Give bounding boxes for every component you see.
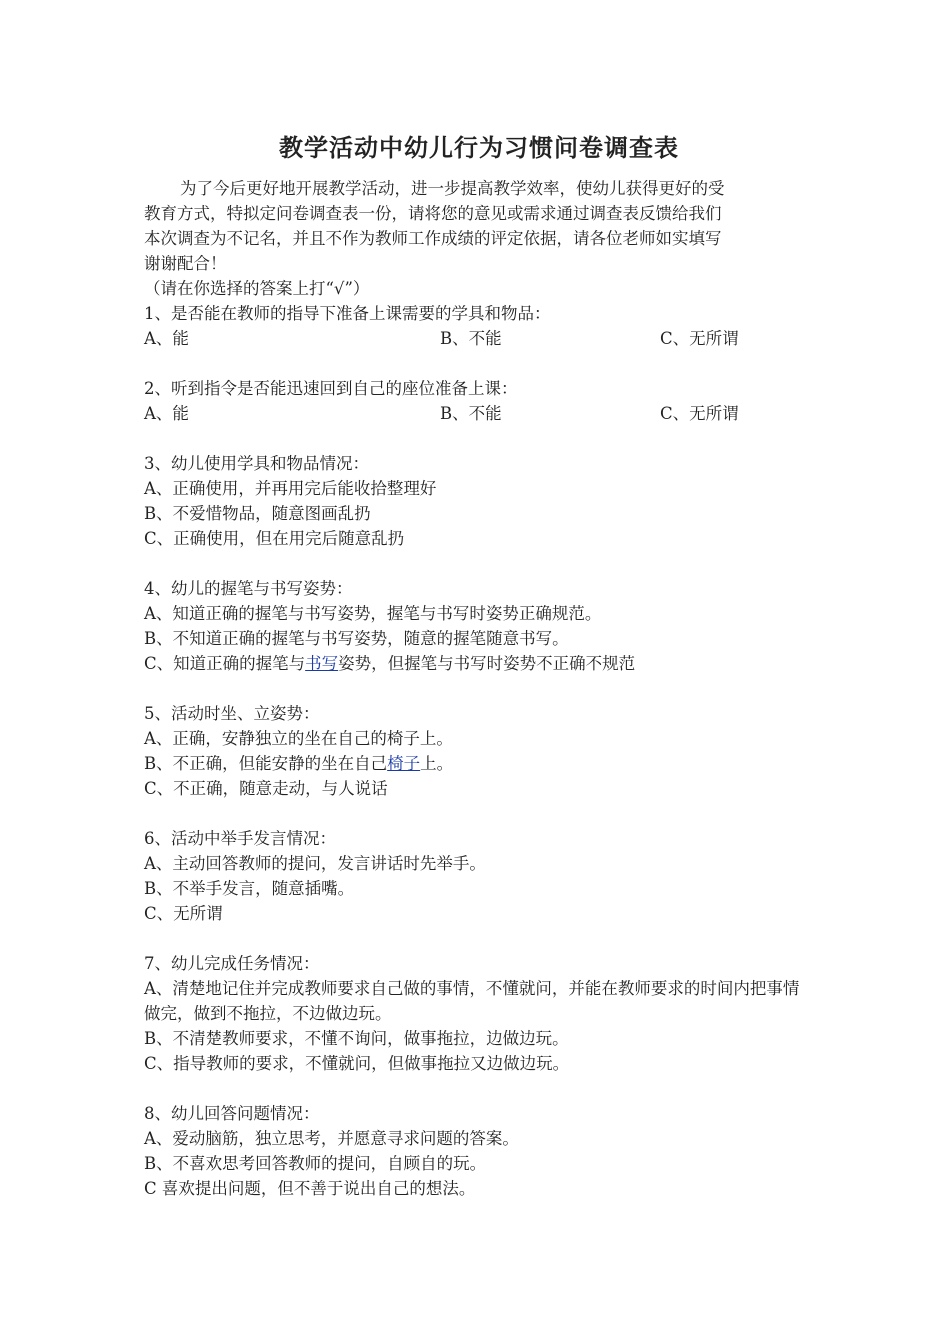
- question-text: 7、幼儿完成任务情况：: [144, 954, 320, 973]
- question-6: [144, 826, 814, 926]
- intro-line: 谢谢配合！: [144, 254, 227, 273]
- option-b[interactable]: B、不爱惜物品，随意图画乱扔: [144, 504, 371, 523]
- option-c[interactable]: C、正确使用，但在用完后随意乱扔: [144, 529, 405, 548]
- option-c[interactable]: C、指导教师的要求，不懂就问，但做事拖拉又边做边玩。: [144, 1054, 570, 1073]
- question-7: [144, 951, 814, 1076]
- option-a[interactable]: A、正确，安静独立的坐在自己的椅子上。: [144, 729, 453, 748]
- option-a[interactable]: A、知道正确的握笔与书写姿势，握笔与书写时姿势正确规范。: [144, 604, 602, 623]
- question-5: [144, 701, 814, 801]
- option-b[interactable]: B、不能: [440, 329, 502, 348]
- question-text: 3、幼儿使用学具和物品情况：: [144, 454, 369, 473]
- question-8: [144, 1101, 814, 1201]
- option-c[interactable]: C、无所谓: [144, 904, 223, 923]
- option-a[interactable]: A、能: [144, 404, 189, 423]
- question-4: [144, 576, 814, 676]
- option-row: [144, 401, 814, 426]
- question-text: 8、幼儿回答问题情况：: [144, 1104, 320, 1123]
- option-b-text: B、不正确，但能安静的坐在自己: [144, 754, 388, 773]
- option-b[interactable]: [144, 751, 814, 776]
- option-b[interactable]: B、不喜欢思考回答教师的提问，自顾自的玩。: [144, 1154, 487, 1173]
- option-a[interactable]: A、主动回答教师的提问，发言讲话时先举手。: [144, 854, 486, 873]
- option-b-text: 上。: [420, 754, 454, 773]
- intro-line: 教育方式，特拟定问卷调查表一份，请将您的意见或需求通过调查表反馈给我们: [144, 204, 722, 223]
- document-page: [144, 128, 814, 1201]
- question-text: 6、活动中举手发言情况：: [144, 829, 336, 848]
- question-text: 1、是否能在教师的指导下准备上课需要的学具和物品：: [144, 304, 551, 323]
- intro-paragraph: [144, 176, 814, 276]
- option-c-text: C、知道正确的握笔与: [144, 654, 306, 673]
- hyperlink-shuxie[interactable]: 书写: [305, 654, 339, 673]
- option-c[interactable]: C、无所谓: [660, 329, 739, 348]
- option-c[interactable]: C、不正确，随意走动，与人说话: [144, 779, 388, 798]
- option-b[interactable]: B、不清楚教师要求，不懂不询问，做事拖拉，边做边玩。: [144, 1029, 569, 1048]
- option-c[interactable]: [144, 651, 814, 676]
- question-1: [144, 301, 814, 351]
- option-a[interactable]: A、正确使用，并再用完后能收拾整理好: [144, 479, 437, 498]
- option-a[interactable]: A、能: [144, 329, 189, 348]
- instruction-text: （请在你选择的答案上打“√”）: [144, 279, 370, 298]
- question-text: 5、活动时坐、立姿势：: [144, 704, 320, 723]
- option-b[interactable]: B、不知道正确的握笔与书写姿势，随意的握笔随意书写。: [144, 629, 569, 648]
- option-a[interactable]: A、清楚地记住并完成教师要求自己做的事情，不懂就问，并能在教师要求的时间内把事情做完，做到不拖拉，不边做边玩。: [144, 979, 800, 1023]
- intro-line: 为了今后更好地开展教学活动，进一步提高教学效率，使幼儿获得更好的受: [180, 179, 725, 198]
- option-a[interactable]: A、爱动脑筋，独立思考，并愿意寻求问题的答案。: [144, 1129, 519, 1148]
- option-c[interactable]: C、无所谓: [660, 404, 739, 423]
- option-c[interactable]: C 喜欢提出问题，但不善于说出自己的想法。: [144, 1179, 476, 1198]
- option-b[interactable]: B、不举手发言，随意插嘴。: [144, 879, 355, 898]
- question-text: 4、幼儿的握笔与书写姿势：: [144, 579, 353, 598]
- option-c-text: 姿势，但握笔与书写时姿势不正确不规范: [338, 654, 636, 673]
- hyperlink-yizi[interactable]: 椅子: [387, 754, 421, 773]
- option-b[interactable]: B、不能: [440, 404, 502, 423]
- intro-line: 本次调查为不记名，并且不作为教师工作成绩的评定依据，请各位老师如实填写: [144, 229, 722, 248]
- question-3: [144, 451, 814, 551]
- document-title: 教学活动中幼儿行为习惯问卷调查表: [279, 133, 679, 162]
- question-text: 2、听到指令是否能迅速回到自己的座位准备上课：: [144, 379, 518, 398]
- option-row: [144, 326, 814, 351]
- question-2: [144, 376, 814, 426]
